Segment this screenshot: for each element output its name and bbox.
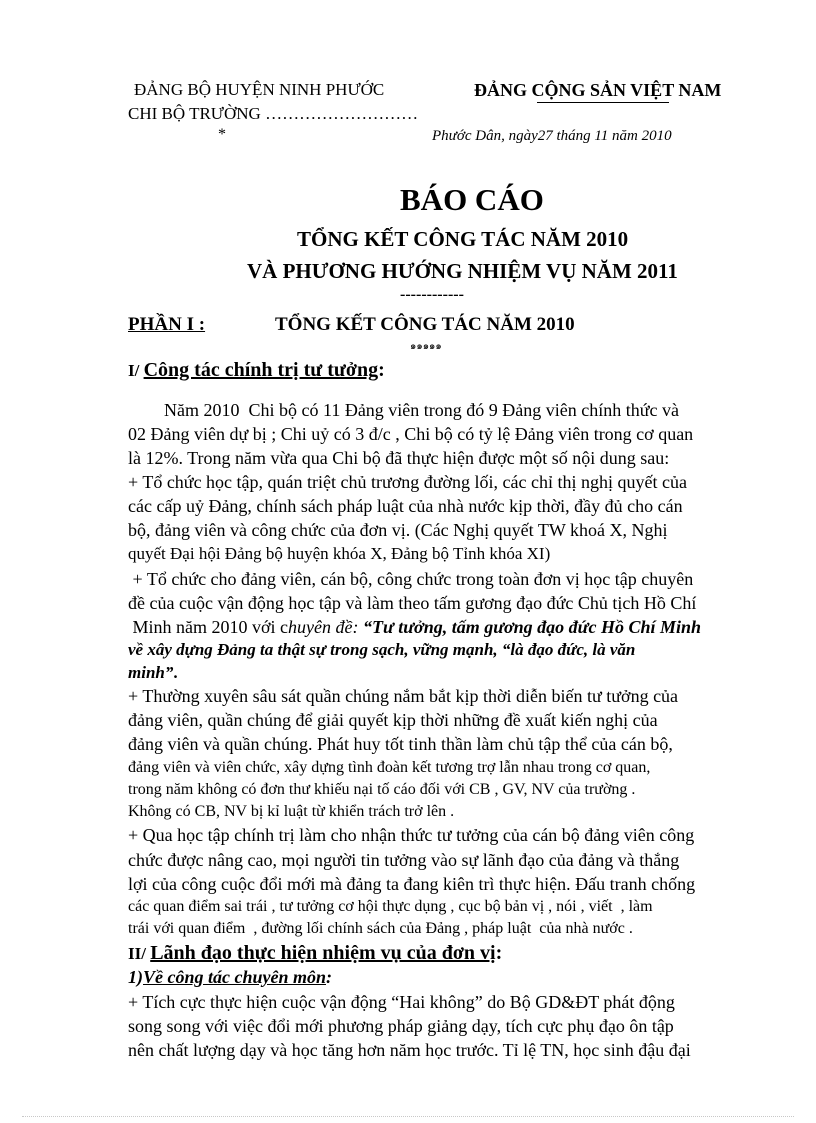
subsection-title: Về công tác chuyên môn <box>143 967 326 987</box>
body-line: nên chất lượng dạy và học tăng hơn năm học trước. Tỉ lệ TN, học sinh đậu đại <box>128 1040 691 1060</box>
branch-name: CHI BỘ TRƯỜNG ……………………… <box>128 104 419 123</box>
body-line: là 12%. Trong năm vừa qua Chi bộ đã thực hiện được một số nội dung sau: <box>128 448 670 468</box>
body-italic: huyên đề: <box>288 617 363 637</box>
body-line: + Tổ chức học tập, quán triệt chủ trương đường lối, các chỉ thị nghị quyết của <box>128 472 687 492</box>
party-name-text: ĐẢNG CỘNG SẢN VIỆT NAM <box>474 80 722 100</box>
section-1-title: Công tác chính trị tư tưởng <box>143 359 379 381</box>
body-line: trái với quan điểm , đường lối chính sách của Đảng , pháp luật của nhà nước . <box>128 920 633 937</box>
body-line: 02 Đảng viên dự bị ; Chi uỷ có 3 đ/c , Chi bộ có tỷ lệ Đảng viên trong cơ quan <box>128 424 694 444</box>
section-2-title: Lãnh đạo thực hiện nhiệm vụ của đơn vị <box>150 942 496 964</box>
report-subtitle-2: VÀ PHƯƠNG HƯỚNG NHIỆM VỤ NĂM 2011 <box>247 259 678 283</box>
section-1-heading <box>128 359 385 382</box>
party-name <box>474 80 721 101</box>
place-date: Phước Dân, ngày27 tháng 11 năm 2010 <box>432 128 672 144</box>
body-line: Không có CB, NV bị kỉ luật từ khiển trách trở lên . <box>128 803 455 820</box>
part-ornament: ๑๑๑๑๑ <box>410 341 442 352</box>
section-2-suffix: : <box>495 942 503 964</box>
page-border <box>22 1116 794 1117</box>
body-line: đảng viên và quần chúng. Phát huy tốt tinh thần làm chủ tập thể của cán bộ, <box>128 734 673 754</box>
star-mark: * <box>218 126 226 143</box>
body-line: về xây dựng Đảng ta thật sự trong sạch, vững mạnh, “là đạo đức, là văn <box>128 640 636 659</box>
body-line: đề của cuộc vận động học tập và làm theo tấm gương đạo đức Chủ tịch Hồ Chí <box>128 593 697 613</box>
body-line: quyết Đại hội Đảng bộ huyện khóa X, Đảng bộ Tỉnh khóa XI) <box>128 544 551 563</box>
body-line-mixed <box>128 617 701 638</box>
body-line: các cấp uỷ Đảng, chính sách pháp luật của nhà nước kịp thời, đầy đủ cho cán <box>128 496 683 516</box>
body-line: đảng viên, quần chúng để giải quyết kịp thời những đề xuất kiến nghị của <box>128 710 658 730</box>
body-line: bộ, đảng viên và công chức của đơn vị. (Các Nghị quyết TW khoá X, Nghị <box>128 520 668 540</box>
body-line-mixed <box>128 663 178 683</box>
section-2-prefix: II/ <box>128 944 151 963</box>
subsection-suffix: : <box>326 967 332 987</box>
subsection-heading <box>128 967 332 988</box>
part-label: PHẦN I : <box>128 314 206 335</box>
section-2-heading <box>128 942 502 965</box>
body-line: Năm 2010 Chi bộ có 11 Đảng viên trong đó 9 Đảng viên chính thức và <box>128 400 679 420</box>
body-line: các quan điểm sai trái , tư tưởng cơ hội thực dụng , cục bộ bản vị , nói , viết , làm <box>128 898 653 915</box>
body-line: đảng viên và viên chức, xây dựng tình đoàn kết tương trợ lẫn nhau trong cơ quan, <box>128 759 651 776</box>
body-text: Minh năm 2010 với c <box>128 617 289 637</box>
subsection-prefix: 1) <box>128 967 143 987</box>
section-1-prefix: I/ <box>128 361 144 380</box>
body-line: + Tích cực thực hiện cuộc vận động “Hai không” do Bộ GD&ĐT phát động <box>128 992 675 1012</box>
body-line: + Tổ chức cho đảng viên, cán bộ, công chức trong toàn đơn vị học tập chuyên <box>128 569 694 589</box>
report-title: BÁO CÁO <box>400 182 544 217</box>
body-bold: . <box>173 663 178 682</box>
title-divider: ------------ <box>400 286 464 303</box>
org-name: ĐẢNG BỘ HUYỆN NINH PHƯỚC <box>134 80 385 99</box>
body-line: + Qua học tập chính trị làm cho nhận thức tư tưởng của cán bộ đảng viên công <box>128 825 695 845</box>
body-line: chức được nâng cao, mọi người tin tưởng vào sự lãnh đạo của đảng và thắng <box>128 850 680 870</box>
body-bold-italic: minh” <box>128 663 174 682</box>
body-line: + Thường xuyên sâu sát quần chúng nắm bắt kịp thời diễn biến tư tưởng của <box>128 686 679 706</box>
body-line: lợi của công cuộc đổi mới mà đảng ta đang kiên trì thực hiện. Đấu tranh chống <box>128 874 696 894</box>
body-line: song song với việc đổi mới phương pháp giảng dạy, tích cực phụ đạo ôn tập <box>128 1016 674 1036</box>
report-subtitle-1: TỔNG KẾT CÔNG TÁC NĂM 2010 <box>297 227 629 251</box>
body-bold-italic: “Tư tưởng, tấm gương đạo đức Hồ Chí Minh <box>362 617 701 637</box>
section-1-suffix: : <box>378 359 385 381</box>
body-line: trong năm không có đơn thư khiếu nại tố cáo đối với CB , GV, NV của trường . <box>128 781 636 798</box>
part-title: TỔNG KẾT CÔNG TÁC NĂM 2010 <box>275 314 575 335</box>
party-underline <box>537 102 669 103</box>
